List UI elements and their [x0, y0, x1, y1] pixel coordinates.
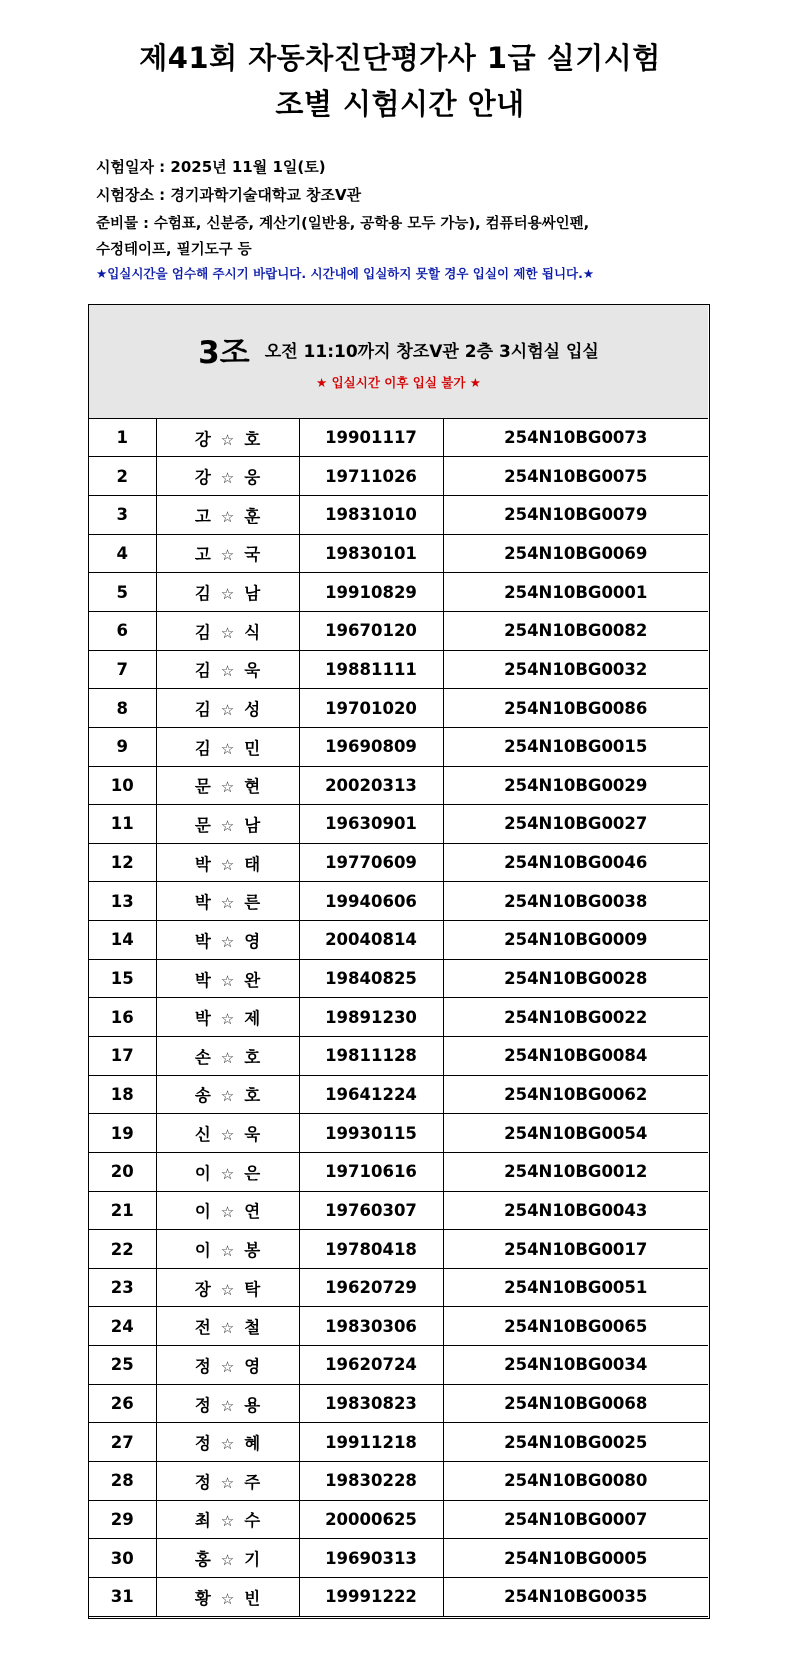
name-surname: 정 [194, 1472, 211, 1492]
name-mask: ☆ [220, 816, 235, 835]
candidate-name [156, 457, 299, 496]
birth-date: 19690313 [299, 1539, 443, 1578]
name-mask: ☆ [220, 469, 235, 488]
candidate-name [156, 1230, 299, 1269]
candidate-name [156, 1384, 299, 1423]
name-given: 현 [244, 777, 261, 797]
birth-date: 19780418 [299, 1230, 443, 1269]
name-mask: ☆ [220, 1087, 235, 1106]
table-row [89, 998, 708, 1037]
candidate-name [156, 534, 299, 573]
row-number: 11 [89, 805, 156, 844]
exam-venue: 시험장소 : 경기과학기술대학교 창조V관 [96, 186, 362, 204]
birth-date: 19830306 [299, 1307, 443, 1346]
name-mask: ☆ [220, 1396, 235, 1415]
name-mask: ☆ [220, 894, 235, 913]
name-mask: ☆ [220, 932, 235, 951]
name-surname: 김 [194, 661, 211, 681]
name-surname: 이 [194, 1241, 211, 1260]
exam-number: 254N10BG0029 [443, 766, 708, 805]
name-given: 혜 [244, 1434, 261, 1454]
name-surname: 이 [194, 1163, 211, 1183]
exam-number: 254N10BG0035 [443, 1577, 708, 1616]
row-number: 18 [89, 1075, 156, 1114]
exam-number: 254N10BG0009 [443, 921, 708, 960]
exam-number: 254N10BG0051 [443, 1268, 708, 1307]
name-given: 수 [244, 1511, 261, 1531]
group-late-warning: ★ 입실시간 이후 입실 불가 ★ [316, 375, 481, 390]
name-surname: 정 [194, 1434, 211, 1454]
row-number: 13 [89, 882, 156, 921]
row-number: 2 [89, 457, 156, 496]
candidate-name [156, 1423, 299, 1462]
row-number: 8 [89, 689, 156, 728]
birth-date: 19831010 [299, 496, 443, 535]
name-given: 남 [244, 584, 261, 604]
exam-number: 254N10BG0034 [443, 1346, 708, 1385]
table-row [89, 534, 708, 573]
name-mask: ☆ [220, 1203, 235, 1222]
exam-number: 254N10BG0027 [443, 805, 708, 844]
name-mask: ☆ [220, 1242, 235, 1260]
candidate-name [156, 766, 299, 805]
name-given: 성 [244, 700, 261, 720]
row-number: 16 [89, 998, 156, 1037]
table-row [89, 766, 708, 805]
birth-date: 19991222 [299, 1577, 443, 1616]
exam-number: 254N10BG0068 [443, 1384, 708, 1423]
name-mask: ☆ [220, 1473, 235, 1492]
table-row [89, 1036, 708, 1075]
table-row [89, 1462, 708, 1501]
document-title: 제41회 자동차진단평가사 1급 실기시험 [139, 41, 661, 75]
exam-number: 254N10BG0005 [443, 1539, 708, 1578]
birth-date: 19830228 [299, 1462, 443, 1501]
name-surname: 손 [194, 1047, 211, 1067]
exam-number: 254N10BG0012 [443, 1152, 708, 1191]
name-mask: ☆ [220, 971, 235, 990]
name-given: 은 [244, 1163, 261, 1183]
exam-number: 254N10BG0075 [443, 457, 708, 496]
candidate-name [156, 1114, 299, 1153]
name-given: 민 [244, 738, 261, 758]
exam-number: 254N10BG0046 [443, 843, 708, 882]
row-number: 22 [89, 1230, 156, 1269]
birth-date: 19760307 [299, 1191, 443, 1230]
exam-number: 254N10BG0017 [443, 1230, 708, 1269]
name-surname: 장 [194, 1279, 211, 1299]
exam-number: 254N10BG0084 [443, 1036, 708, 1075]
candidate-name [156, 998, 299, 1037]
candidate-name [156, 1075, 299, 1114]
name-given: 웅 [244, 468, 261, 488]
name-mask: ☆ [220, 855, 235, 874]
birth-date: 19930115 [299, 1114, 443, 1153]
exam-number: 254N10BG0001 [443, 573, 708, 612]
group-label: 3조 [198, 335, 250, 371]
table-row [89, 1500, 708, 1539]
candidate-name [156, 1346, 299, 1385]
birth-date: 19670120 [299, 611, 443, 650]
exam-number: 254N10BG0054 [443, 1114, 708, 1153]
exam-number: 254N10BG0065 [443, 1307, 708, 1346]
table-row [89, 1307, 708, 1346]
row-number: 5 [89, 573, 156, 612]
birth-date: 19891230 [299, 998, 443, 1037]
name-mask: ☆ [220, 546, 235, 565]
name-mask: ☆ [220, 507, 235, 526]
name-given: 욱 [244, 661, 261, 681]
exam-number: 254N10BG0062 [443, 1075, 708, 1114]
row-number: 14 [89, 921, 156, 960]
name-surname: 김 [194, 700, 211, 720]
name-given: 국 [244, 545, 261, 565]
name-surname: 이 [194, 1202, 211, 1222]
exam-number: 254N10BG0028 [443, 959, 708, 998]
name-given: 주 [244, 1472, 261, 1492]
birth-date: 19910829 [299, 573, 443, 612]
name-given: 제 [244, 1009, 261, 1029]
name-given: 호 [244, 1086, 261, 1106]
candidate-name [156, 419, 299, 457]
row-number: 25 [89, 1346, 156, 1385]
exam-number: 254N10BG0007 [443, 1500, 708, 1539]
name-surname: 최 [194, 1511, 211, 1531]
birth-date: 19901117 [299, 419, 443, 457]
row-number: 19 [89, 1114, 156, 1153]
candidate-name [156, 1307, 299, 1346]
table-row [89, 689, 708, 728]
table-row [89, 1152, 708, 1191]
candidate-name [156, 1462, 299, 1501]
name-given: 호 [244, 1047, 261, 1067]
name-surname: 문 [194, 815, 211, 835]
birth-date: 19710616 [299, 1152, 443, 1191]
row-number: 12 [89, 843, 156, 882]
name-mask: ☆ [220, 739, 235, 758]
row-number: 26 [89, 1384, 156, 1423]
birth-date: 19830823 [299, 1384, 443, 1423]
birth-date: 19641224 [299, 1075, 443, 1114]
name-given: 식 [244, 622, 261, 642]
name-mask: ☆ [220, 1319, 235, 1338]
name-given: 탁 [244, 1279, 261, 1299]
birth-date: 19620724 [299, 1346, 443, 1385]
candidate-name [156, 727, 299, 766]
name-given: 봉 [244, 1241, 261, 1260]
exam-number: 254N10BG0038 [443, 882, 708, 921]
exam-number: 254N10BG0080 [443, 1462, 708, 1501]
birth-date: 20020313 [299, 766, 443, 805]
group-header [89, 305, 708, 419]
group-entry-time: 오전 11:10까지 창조V관 2층 3시험실 입실 [264, 342, 599, 362]
name-given: 훈 [244, 506, 261, 526]
table-row [89, 1268, 708, 1307]
name-given: 영 [244, 931, 261, 951]
table-row [89, 1075, 708, 1114]
table-row [89, 1346, 708, 1385]
row-number: 17 [89, 1036, 156, 1075]
name-mask: ☆ [220, 1010, 235, 1029]
name-surname: 고 [194, 506, 211, 526]
name-mask: ☆ [220, 1512, 235, 1531]
table-row [89, 419, 708, 457]
name-mask: ☆ [220, 701, 235, 720]
name-mask: ☆ [220, 623, 235, 642]
table-row [89, 921, 708, 960]
name-mask: ☆ [220, 1551, 235, 1570]
candidate-name [156, 959, 299, 998]
candidate-name [156, 1191, 299, 1230]
name-mask: ☆ [220, 1164, 235, 1183]
table-row [89, 843, 708, 882]
table-row [89, 457, 708, 496]
candidate-name [156, 496, 299, 535]
supplies-line-1: 준비물 : 수험표, 신분증, 계산기(일반용, 공학용 모두 가능), 컴퓨터용싸인펜, [96, 216, 590, 232]
candidate-name [156, 1268, 299, 1307]
name-mask: ☆ [220, 778, 235, 797]
row-number: 28 [89, 1462, 156, 1501]
name-surname: 강 [194, 429, 211, 449]
candidate-name [156, 843, 299, 882]
name-given: 완 [244, 970, 261, 990]
row-number: 7 [89, 650, 156, 689]
name-mask: ☆ [220, 1280, 235, 1299]
birth-date: 19770609 [299, 843, 443, 882]
name-surname: 박 [194, 970, 211, 990]
row-number: 21 [89, 1191, 156, 1230]
name-surname: 신 [194, 1125, 211, 1145]
birth-date: 19811128 [299, 1036, 443, 1075]
name-given: 철 [244, 1318, 261, 1338]
candidate-name [156, 611, 299, 650]
row-number: 4 [89, 534, 156, 573]
table-row [89, 1539, 708, 1578]
table-row [89, 650, 708, 689]
candidate-name [156, 689, 299, 728]
table-row [89, 805, 708, 844]
candidate-name [156, 882, 299, 921]
name-surname: 홍 [194, 1550, 211, 1570]
name-mask: ☆ [220, 1126, 235, 1145]
name-surname: 송 [194, 1086, 211, 1106]
candidate-name [156, 650, 299, 689]
row-number: 3 [89, 496, 156, 535]
birth-date: 19630901 [299, 805, 443, 844]
birth-date: 19911218 [299, 1423, 443, 1462]
name-mask: ☆ [220, 662, 235, 681]
exam-number: 254N10BG0082 [443, 611, 708, 650]
row-number: 29 [89, 1500, 156, 1539]
name-mask: ☆ [220, 1589, 235, 1608]
exam-number: 254N10BG0086 [443, 689, 708, 728]
exam-number: 254N10BG0069 [443, 534, 708, 573]
table-row [89, 1384, 708, 1423]
candidate-name [156, 921, 299, 960]
entry-notice: ★입실시간을 엄수해 주시기 바랍니다. 시간내에 입실하지 못할 경우 입실이 제한 됩니다.★ [96, 266, 595, 281]
row-number: 10 [89, 766, 156, 805]
table-row [89, 1423, 708, 1462]
table-row [89, 882, 708, 921]
exam-number: 254N10BG0079 [443, 496, 708, 535]
candidate-name [156, 1036, 299, 1075]
name-mask: ☆ [220, 585, 235, 604]
birth-date: 20040814 [299, 921, 443, 960]
name-given: 태 [244, 854, 261, 874]
roster-table [89, 419, 708, 1617]
document-subtitle: 조별 시험시간 안내 [275, 87, 525, 121]
candidate-name [156, 805, 299, 844]
exam-number: 254N10BG0015 [443, 727, 708, 766]
row-number: 27 [89, 1423, 156, 1462]
row-number: 9 [89, 727, 156, 766]
group-roster-panel [88, 304, 710, 1619]
name-surname: 김 [194, 584, 211, 604]
birth-date: 20000625 [299, 1500, 443, 1539]
table-row [89, 1230, 708, 1269]
birth-date: 19690809 [299, 727, 443, 766]
name-surname: 박 [194, 893, 211, 913]
exam-number: 254N10BG0025 [443, 1423, 708, 1462]
table-row [89, 573, 708, 612]
row-number: 20 [89, 1152, 156, 1191]
exam-number: 254N10BG0043 [443, 1191, 708, 1230]
candidate-name [156, 1577, 299, 1616]
name-surname: 정 [194, 1356, 211, 1376]
name-surname: 박 [194, 1009, 211, 1029]
birth-date: 19881111 [299, 650, 443, 689]
candidate-name [156, 1152, 299, 1191]
name-given: 빈 [244, 1588, 261, 1608]
name-given: 연 [244, 1202, 261, 1222]
row-number: 6 [89, 611, 156, 650]
birth-date: 19620729 [299, 1268, 443, 1307]
name-surname: 박 [194, 854, 211, 874]
birth-date: 19711026 [299, 457, 443, 496]
name-surname: 강 [194, 468, 211, 488]
table-row [89, 1114, 708, 1153]
table-row [89, 1577, 708, 1616]
name-surname: 문 [194, 777, 211, 797]
name-given: 른 [244, 893, 261, 913]
exam-number: 254N10BG0022 [443, 998, 708, 1037]
candidate-name [156, 573, 299, 612]
name-surname: 김 [194, 738, 211, 758]
row-number: 31 [89, 1577, 156, 1616]
name-surname: 김 [194, 622, 211, 642]
row-number: 23 [89, 1268, 156, 1307]
row-number: 1 [89, 419, 156, 457]
candidate-name [156, 1539, 299, 1578]
name-mask: ☆ [220, 430, 235, 449]
name-surname: 정 [194, 1395, 211, 1415]
name-given: 호 [244, 429, 261, 449]
name-given: 영 [244, 1356, 261, 1376]
birth-date: 19840825 [299, 959, 443, 998]
table-row [89, 727, 708, 766]
name-mask: ☆ [220, 1357, 235, 1376]
birth-date: 19940606 [299, 882, 443, 921]
candidate-name [156, 1500, 299, 1539]
exam-date: 시험일자 : 2025년 11월 1일(토) [96, 158, 326, 176]
name-surname: 황 [194, 1588, 211, 1608]
table-row [89, 959, 708, 998]
supplies-line-2: 수정테이프, 필기도구 등 [96, 242, 252, 258]
row-number: 30 [89, 1539, 156, 1578]
name-mask: ☆ [220, 1435, 235, 1454]
name-given: 용 [244, 1395, 261, 1415]
name-surname: 전 [194, 1318, 211, 1338]
name-given: 욱 [244, 1125, 261, 1145]
table-row [89, 496, 708, 535]
name-given: 남 [244, 815, 261, 835]
birth-date: 19701020 [299, 689, 443, 728]
row-number: 15 [89, 959, 156, 998]
name-mask: ☆ [220, 1048, 235, 1067]
name-given: 기 [244, 1550, 261, 1570]
table-row [89, 1191, 708, 1230]
exam-number: 254N10BG0073 [443, 419, 708, 457]
name-surname: 박 [194, 931, 211, 951]
exam-number: 254N10BG0032 [443, 650, 708, 689]
table-row [89, 611, 708, 650]
name-surname: 고 [194, 545, 211, 565]
row-number: 24 [89, 1307, 156, 1346]
birth-date: 19830101 [299, 534, 443, 573]
